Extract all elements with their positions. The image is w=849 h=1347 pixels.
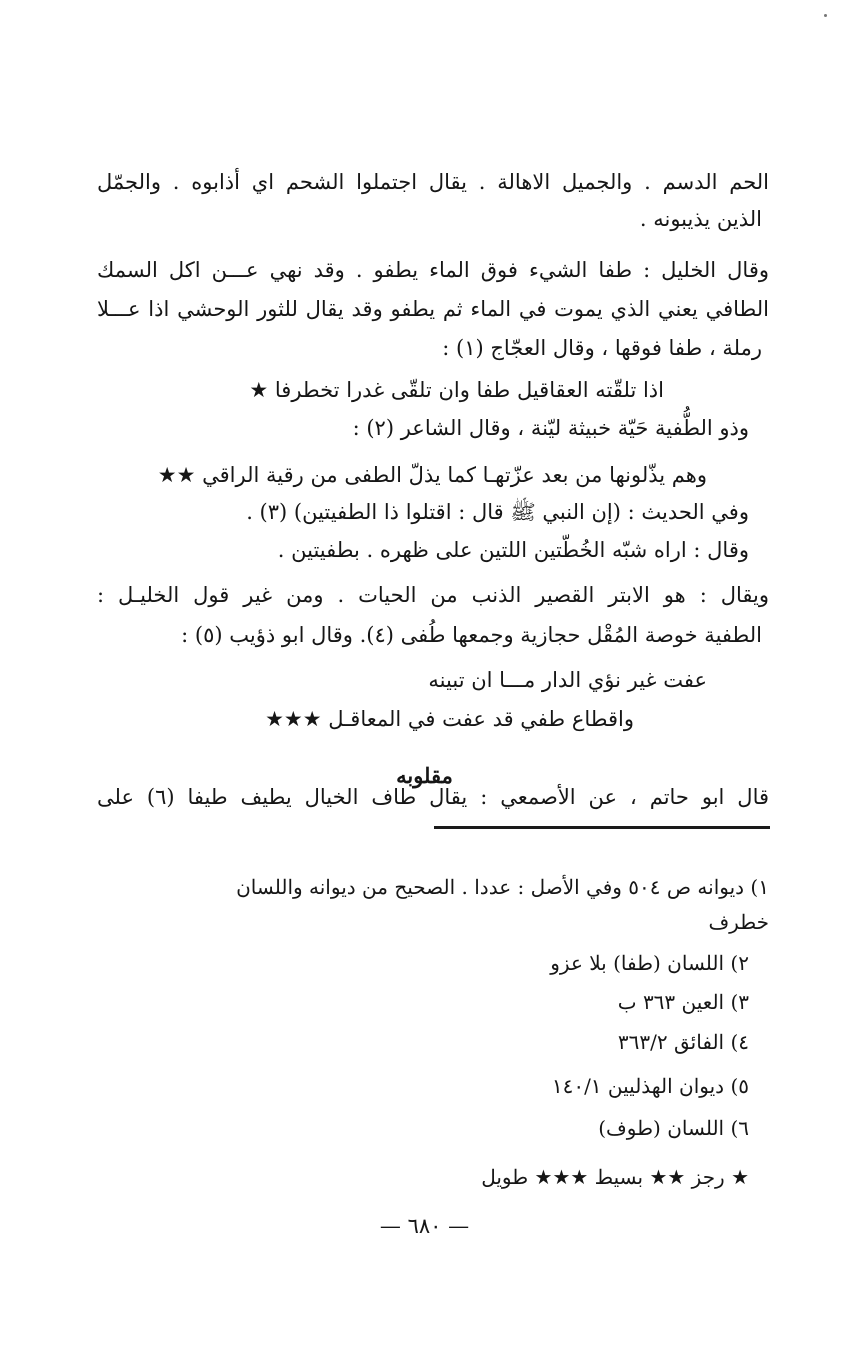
footnote-5: ٥) ديوان الهذليين ١٤٠/١ [551,1074,749,1098]
body-line-2: الذين يذيبونه . [639,207,762,231]
footnote-2: ٢) اللسان (طفا) بلا عزو [550,951,749,975]
body-line-12: الطفية خوصة المُقْل حجازية وجمعها طُفى (٤). وقال ابو ذؤيب (٥) : [181,623,762,647]
body-line-7: وذو الطُّفية حَيّة خبيثة ليّنة ، وقال الشاعر (٢) : [352,416,749,440]
scan-speck [824,14,827,17]
verse-poet: وهم يذّلونها من بعد عزّتهـا كما يذلّ الطفى من رقية الراقي ★★ [157,463,707,487]
body-last-line: قال ابو حاتم ، عن الأصمعي : يقال طاف الخيال يطيف طيفا (٦) على [97,785,770,809]
body-line-3: وقال الخليل : طفا الشيء فوق الماء يطفو . وقد نهي عـــن اكل السمك [97,258,769,282]
footnote-1-continued: خطرف [708,910,769,934]
hadith-line: وفي الحديث : (إن النبي ﷺ قال : اقتلوا ذا الطفيتين) (٣) . [246,500,749,524]
body-line-10: وقال : اراه شبّه الخُطّتين اللتين على ظهره . بطفيتين . [277,538,749,562]
footnote-6: ٦) اللسان (طوف) [598,1116,749,1140]
verse-abu-dhuayb-2: واقطاع طفي قد عفت في المعاقـل ★★★ [265,707,634,731]
footnote-3: ٣) العين ٣٦٣ ب [617,990,749,1014]
footnote-separator [434,826,770,829]
body-line-11: ويقال : هو الابتر القصير الذنب من الحيات . ومن غير قول الخليـل : [97,583,769,607]
body-line-1: الحم الدسم . والجميل الاهالة . يقال اجتملوا الشحم اي أذابوه . والجمّل [97,170,769,194]
footnote-1: ١) ديوانه ص ٥٠٤ وفي الأصل : عددا . الصحيح من ديوانه واللسان [236,875,769,899]
verse-abu-dhuayb-1: عفت غير نؤي الدار مـــا ان تبينه [428,668,707,692]
page-number: — ٦٨٠ — [379,1214,470,1238]
section-heading: مقلوبه [396,763,453,788]
meter-legend: ★ رجز ★★ بسيط ★★★ طويل [481,1165,749,1189]
verse-ajjaj: اذا تلقّته العقاقيل طفا وان تلقّى غدرا تخطرفا ★ [249,378,664,402]
body-line-4: الطافي يعني الذي يموت في الماء ثم يطفو وقد يقال للثور الوحشي اذا عـــلا [97,297,769,321]
footnote-4: ٤) الفائق ٣٦٣/٢ [617,1030,749,1054]
body-line-5: رملة ، طفا فوقها ، وقال العجّاج (١) : [442,336,762,360]
